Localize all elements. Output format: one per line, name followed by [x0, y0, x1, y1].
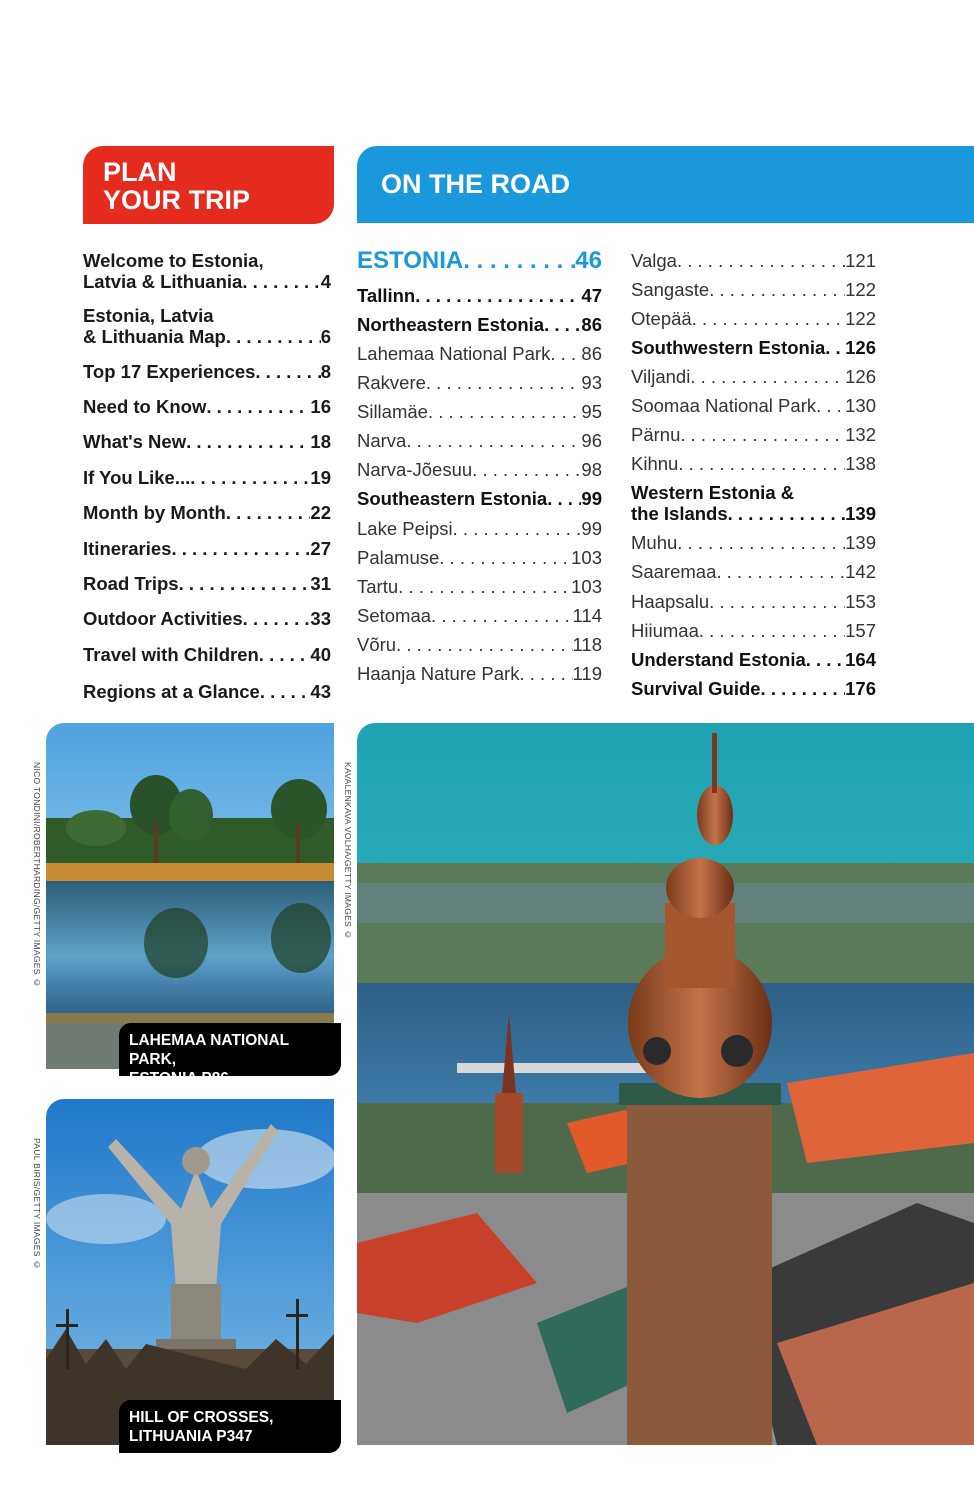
toc-label: Võru — [357, 634, 397, 655]
toc-page: 40 — [310, 644, 331, 665]
toc-page: 132 — [845, 424, 876, 445]
toc-label: Latvia & Lithuania — [83, 271, 243, 292]
toc-page: 164 — [845, 649, 876, 670]
toc-entry[interactable] — [631, 678, 876, 699]
toc-page: 122 — [845, 279, 876, 300]
toc-page: 99 — [581, 518, 602, 539]
toc-page: 176 — [845, 678, 876, 699]
lahemaa-caption: LAHEMAA NATIONAL PARK, ESTONIA P86 — [119, 1023, 341, 1076]
toc-label: Saaremaa — [631, 561, 717, 582]
toc-entry[interactable] — [83, 502, 331, 523]
plan-your-trip-banner: PLAN YOUR TRIP — [83, 146, 334, 224]
toc-label: Muhu — [631, 532, 678, 553]
toc-page: 99 — [581, 488, 602, 509]
toc-entry[interactable] — [631, 308, 876, 329]
toc-page: 95 — [581, 401, 602, 422]
toc-page: 103 — [571, 576, 602, 597]
toc-page: 47 — [581, 285, 602, 306]
toc-entry[interactable] — [631, 279, 876, 300]
toc-label: Setomaa — [357, 605, 432, 626]
toc-label: Kihnu — [631, 453, 679, 474]
toc-label: Viljandi — [631, 366, 691, 387]
toc-label: Soomaa National Park — [631, 395, 817, 416]
riga-cathedral-photo — [357, 723, 974, 1445]
toc-label: Road Trips — [83, 573, 179, 594]
toc-entry[interactable] — [83, 305, 331, 347]
toc-entry[interactable] — [631, 591, 876, 612]
toc-label: Tartu — [357, 576, 399, 597]
toc-label: Top 17 Experiences — [83, 361, 256, 382]
toc-label: Outdoor Activities — [83, 608, 243, 629]
toc-page: 126 — [845, 337, 876, 358]
toc-label: Haapsalu — [631, 591, 710, 612]
toc-entry[interactable] — [83, 644, 331, 665]
toc-label: Lahemaa National Park — [357, 343, 551, 364]
toc-label: Tallinn — [357, 285, 416, 306]
toc-entry[interactable] — [357, 576, 602, 597]
toc-page: 18 — [310, 431, 331, 452]
toc-label: & Lithuania Map — [83, 326, 226, 347]
toc-entry[interactable] — [357, 401, 602, 422]
on-the-road-banner: ON THE ROAD — [357, 146, 974, 223]
toc-page: 122 — [845, 308, 876, 329]
toc-page: 103 — [571, 547, 602, 568]
toc-page: 4 — [320, 271, 331, 292]
toc-label: ESTONIA — [357, 247, 464, 274]
toc-label: Southeastern Estonia — [357, 488, 548, 509]
toc-page: 86 — [581, 314, 602, 335]
toc-entry[interactable] — [83, 681, 331, 702]
toc-entry[interactable] — [631, 366, 876, 387]
toc-page: 126 — [845, 366, 876, 387]
toc-entry[interactable] — [357, 285, 602, 306]
toc-entry[interactable] — [83, 361, 331, 382]
hill-of-crosses-photo-credit: PAUL BIRIS/GETTY IMAGES © — [32, 1138, 42, 1270]
toc-label: What's New — [83, 431, 187, 452]
toc-entry[interactable] — [357, 343, 602, 364]
toc-entry[interactable] — [357, 634, 602, 655]
toc-entry[interactable] — [357, 430, 602, 451]
toc-page: 114 — [572, 605, 602, 626]
toc-entry[interactable] — [631, 424, 876, 445]
toc-entry-estonia[interactable] — [357, 248, 602, 274]
toc-label: Need to Know — [83, 396, 207, 417]
toc-label: Welcome to Estonia, — [83, 250, 264, 271]
toc-label: Survival Guide — [631, 678, 761, 699]
toc-entry[interactable] — [631, 395, 876, 416]
toc-entry[interactable] — [83, 608, 331, 629]
toc-page: 139 — [845, 503, 876, 524]
toc-entry[interactable] — [83, 467, 331, 488]
toc-page: 86 — [581, 343, 602, 364]
toc-entry[interactable] — [357, 605, 602, 626]
toc-label: Regions at a Glance — [83, 681, 260, 702]
hill-of-crosses-caption: HILL OF CROSSES, LITHUANIA P347 — [119, 1400, 341, 1453]
toc-label: Rakvere — [357, 372, 426, 393]
toc-entry[interactable] — [357, 663, 602, 684]
toc-page: 142 — [845, 561, 876, 582]
toc-page: 98 — [581, 459, 602, 480]
toc-entry[interactable] — [357, 314, 602, 335]
toc-label: Narva-Jõesuu — [357, 459, 473, 480]
toc-entry[interactable] — [631, 532, 876, 553]
toc-entry[interactable] — [631, 649, 876, 670]
toc-page: 8 — [320, 361, 331, 382]
toc-label: Palamuse — [357, 547, 440, 568]
toc-entry[interactable] — [357, 547, 602, 568]
toc-label: Travel with Children — [83, 644, 259, 665]
toc-label: Lake Peipsi — [357, 518, 453, 539]
toc-page: 153 — [845, 591, 876, 612]
toc-entry[interactable] — [631, 620, 876, 641]
toc-page: 22 — [310, 502, 331, 523]
toc-page: 16 — [310, 396, 331, 417]
toc-entry[interactable] — [631, 453, 876, 474]
toc-page: 6 — [320, 326, 331, 347]
toc-page: 43 — [310, 681, 331, 702]
toc-entry[interactable] — [357, 488, 602, 509]
toc-page: 27 — [310, 538, 331, 559]
toc-entry[interactable] — [631, 250, 876, 271]
toc-page: 139 — [845, 532, 876, 553]
toc-label: Month by Month — [83, 502, 226, 523]
toc-entry[interactable] — [631, 337, 876, 358]
toc-page: 19 — [310, 467, 331, 488]
toc-label: Pärnu — [631, 424, 681, 445]
toc-entry[interactable] — [83, 538, 331, 559]
toc-label: Sangaste — [631, 279, 710, 300]
toc-label: Hiiumaa — [631, 620, 699, 641]
toc-page: 46 — [575, 247, 602, 274]
toc-page: 31 — [310, 573, 331, 594]
hill-of-crosses-photo — [46, 1099, 334, 1445]
toc-page: 93 — [581, 372, 602, 393]
toc-entry[interactable] — [83, 573, 331, 594]
toc-page: 119 — [572, 663, 602, 684]
toc-label: Southwestern Estonia — [631, 337, 826, 358]
toc-label: Northeastern Estonia — [357, 314, 545, 335]
toc-entry[interactable] — [357, 372, 602, 393]
toc-entry[interactable] — [83, 431, 331, 452]
toc-entry[interactable] — [631, 482, 876, 524]
toc-page: 157 — [845, 620, 876, 641]
toc-entry[interactable] — [357, 518, 602, 539]
toc-label: Sillamäe — [357, 401, 428, 422]
toc-entry[interactable] — [83, 250, 331, 292]
toc-page: 138 — [845, 453, 876, 474]
toc-label: Narva — [357, 430, 407, 451]
riga-photo-credit: KAVALENKAVA VOLHA/GETTY IMAGES © — [343, 762, 353, 941]
toc-label: the Islands — [631, 503, 728, 524]
toc-entry[interactable] — [631, 561, 876, 582]
lahemaa-photo-credit: NICO TONDINI/ROBERTHARDING/GETTY IMAGES © — [32, 762, 42, 988]
lahemaa-photo — [46, 723, 334, 1069]
toc-page: 121 — [845, 250, 876, 271]
toc-entry[interactable] — [83, 396, 331, 417]
toc-label: Itineraries — [83, 538, 172, 559]
toc-page: 96 — [581, 430, 602, 451]
toc-label: Estonia, Latvia — [83, 305, 214, 326]
toc-label: If You Like... — [83, 467, 191, 488]
toc-label: Valga — [631, 250, 677, 271]
toc-entry[interactable] — [357, 459, 602, 480]
toc-page: 33 — [310, 608, 331, 629]
toc-label: Haanja Nature Park — [357, 663, 520, 684]
toc-page: 130 — [845, 395, 876, 416]
toc-label: Western Estonia & — [631, 482, 795, 503]
toc-label: Otepää — [631, 308, 692, 329]
toc-page: 118 — [572, 634, 602, 655]
toc-label: Understand Estonia — [631, 649, 806, 670]
